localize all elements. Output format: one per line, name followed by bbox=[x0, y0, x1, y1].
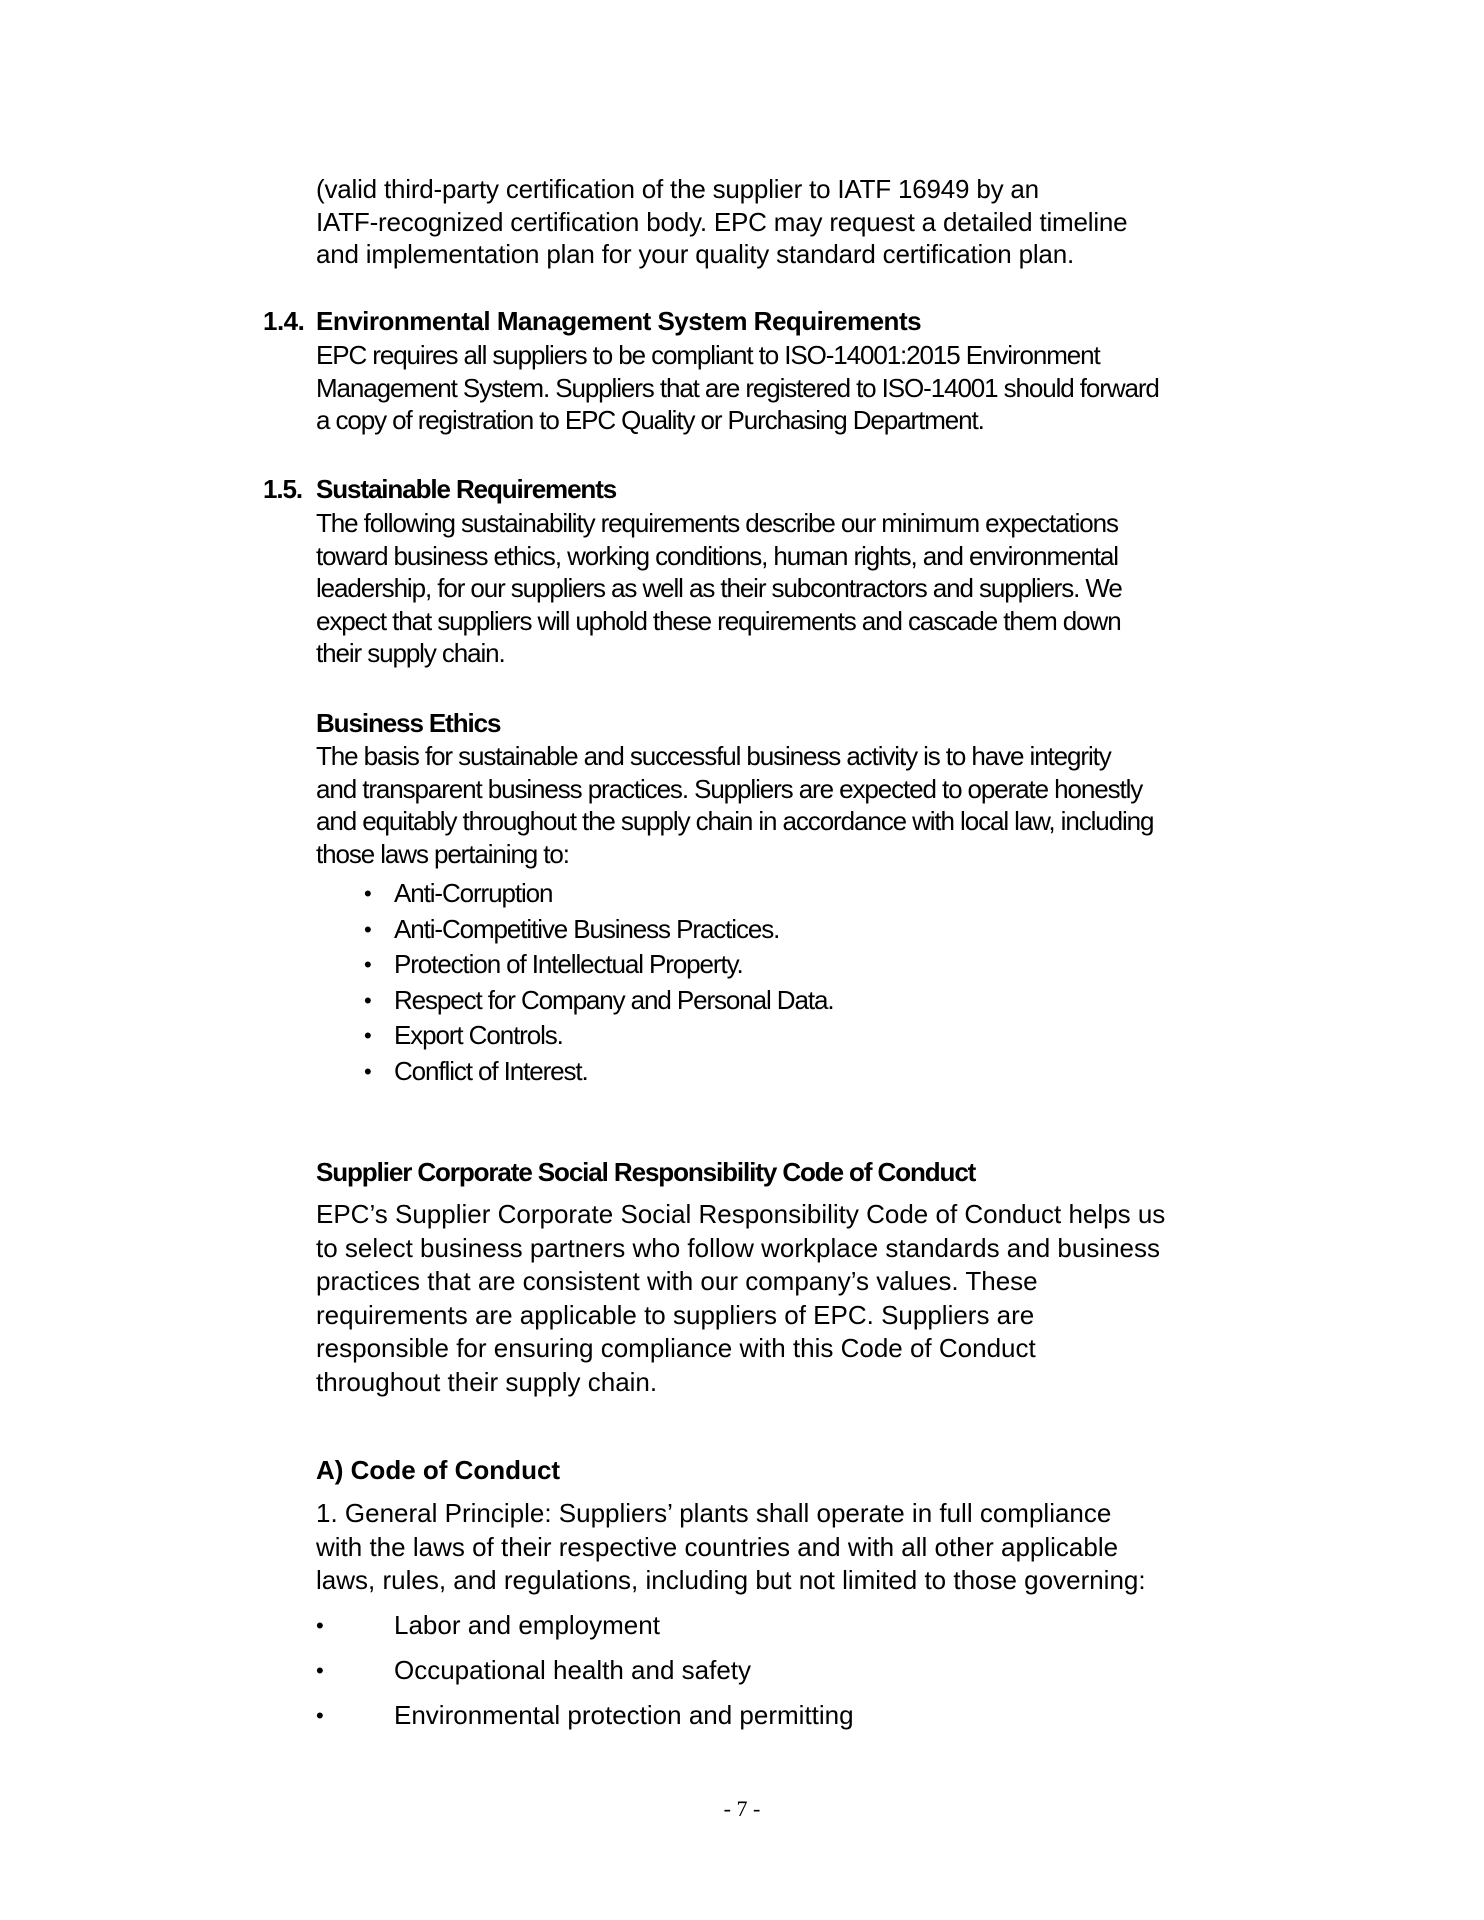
csr-code-heading: Supplier Corporate Social Responsibility Code of Conduct bbox=[316, 1157, 976, 1187]
page-number: - 7 - bbox=[723, 1796, 761, 1821]
list-item: • Export Controls. bbox=[394, 1018, 833, 1054]
list-item: • Conflict of Interest. bbox=[394, 1054, 833, 1090]
section-number: 1.5. bbox=[263, 474, 302, 504]
text-line: The basis for sustainable and successful business activity is to have integrity bbox=[316, 741, 1111, 771]
list-item: • Anti-Competitive Business Practices. bbox=[394, 912, 833, 948]
text-line: requirements are applicable to suppliers of EPC. Suppliers are bbox=[316, 1299, 1035, 1330]
text-line: a copy of registration to EPC Quality or Purchasing Department. bbox=[316, 405, 984, 435]
text-line: IATF-recognized certification body. EPC may request a detailed timeline bbox=[316, 206, 1128, 237]
section-heading-1-4 bbox=[263, 306, 921, 337]
list-item: • Occupational health and safety bbox=[394, 1648, 854, 1693]
code-of-conduct-paragraph bbox=[316, 1497, 1146, 1598]
section-heading-1-5 bbox=[263, 474, 616, 505]
text-line: expect that suppliers will uphold these requirements and cascade them down bbox=[316, 605, 1121, 636]
bullet-icon: • bbox=[316, 1703, 324, 1728]
text-line: The following sustainability requirements describe our minimum expectations bbox=[316, 508, 1118, 538]
text-line: and implementation plan for your quality standard certification plan. bbox=[316, 239, 1074, 269]
bullet-icon: • bbox=[364, 916, 371, 942]
text-line: with the laws of their respective countries and with all other applicable bbox=[316, 1531, 1119, 1562]
business-ethics-list bbox=[364, 876, 834, 1089]
section-title: Environmental Management System Requirements bbox=[316, 306, 922, 336]
list-item: • Anti-Corruption bbox=[394, 876, 833, 912]
text-line: EPC requires all suppliers to be compliant to ISO-14001:2015 Environment bbox=[316, 340, 1100, 370]
bullet-icon: • bbox=[316, 1613, 324, 1638]
bullet-icon: • bbox=[364, 987, 371, 1013]
section-1-5-paragraph bbox=[316, 507, 1122, 670]
bullet-icon: • bbox=[316, 1658, 324, 1683]
text-line: laws, rules, and regulations, including but not limited to those governing: bbox=[316, 1565, 1146, 1595]
section-title: Sustainable Requirements bbox=[316, 474, 617, 504]
code-of-conduct-heading: A) Code of Conduct bbox=[316, 1455, 561, 1485]
list-item: • Respect for Company and Personal Data. bbox=[394, 983, 833, 1019]
list-item: • Protection of Intellectual Property. bbox=[394, 947, 833, 983]
text-line: and transparent business practices. Suppliers are expected to operate honestly bbox=[316, 773, 1143, 804]
text-line: their supply chain. bbox=[316, 638, 505, 668]
text-line: Management System. Suppliers that are registered to ISO-14001 should forward bbox=[316, 372, 1159, 403]
text-line: leadership, for our suppliers as well as their subcontractors and suppliers. We bbox=[316, 573, 1122, 603]
text-line: practices that are consistent with our company’s values. These bbox=[316, 1266, 1038, 1296]
business-ethics-paragraph bbox=[316, 740, 1153, 870]
business-ethics-heading: Business Ethics bbox=[316, 708, 501, 738]
text-line: throughout their supply chain. bbox=[316, 1366, 658, 1397]
code-of-conduct-list bbox=[316, 1603, 854, 1738]
text-line: those laws pertaining to: bbox=[316, 838, 569, 869]
text-line: toward business ethics, working conditions, human rights, and environmental bbox=[316, 540, 1118, 571]
bullet-icon: • bbox=[364, 1023, 371, 1048]
text-line: and equitably throughout the supply chain in accordance with local law, including bbox=[316, 806, 1154, 836]
text-line: responsible for ensuring compliance with this Code of Conduct bbox=[316, 1333, 1036, 1363]
section-number: 1.4. bbox=[263, 306, 305, 336]
csr-code-paragraph bbox=[316, 1198, 1165, 1399]
text-line: 1. General Principle: Suppliers’ plants shall operate in full compliance bbox=[316, 1498, 1112, 1528]
bullet-icon: • bbox=[364, 952, 371, 977]
list-item: • Labor and employment bbox=[394, 1603, 854, 1648]
text-line: to select business partners who follow workplace standards and business bbox=[316, 1232, 1161, 1263]
intro-paragraph bbox=[316, 173, 1127, 271]
list-item: • Environmental protection and permitting bbox=[394, 1693, 854, 1738]
text-line: EPC’s Supplier Corporate Social Responsibility Code of Conduct helps us bbox=[316, 1199, 1166, 1229]
section-1-4-paragraph bbox=[316, 339, 1159, 437]
bullet-icon: • bbox=[364, 1058, 371, 1084]
text-line: (valid third-party certification of the supplier to IATF 16949 by an bbox=[316, 174, 1039, 204]
bullet-icon: • bbox=[364, 881, 371, 906]
